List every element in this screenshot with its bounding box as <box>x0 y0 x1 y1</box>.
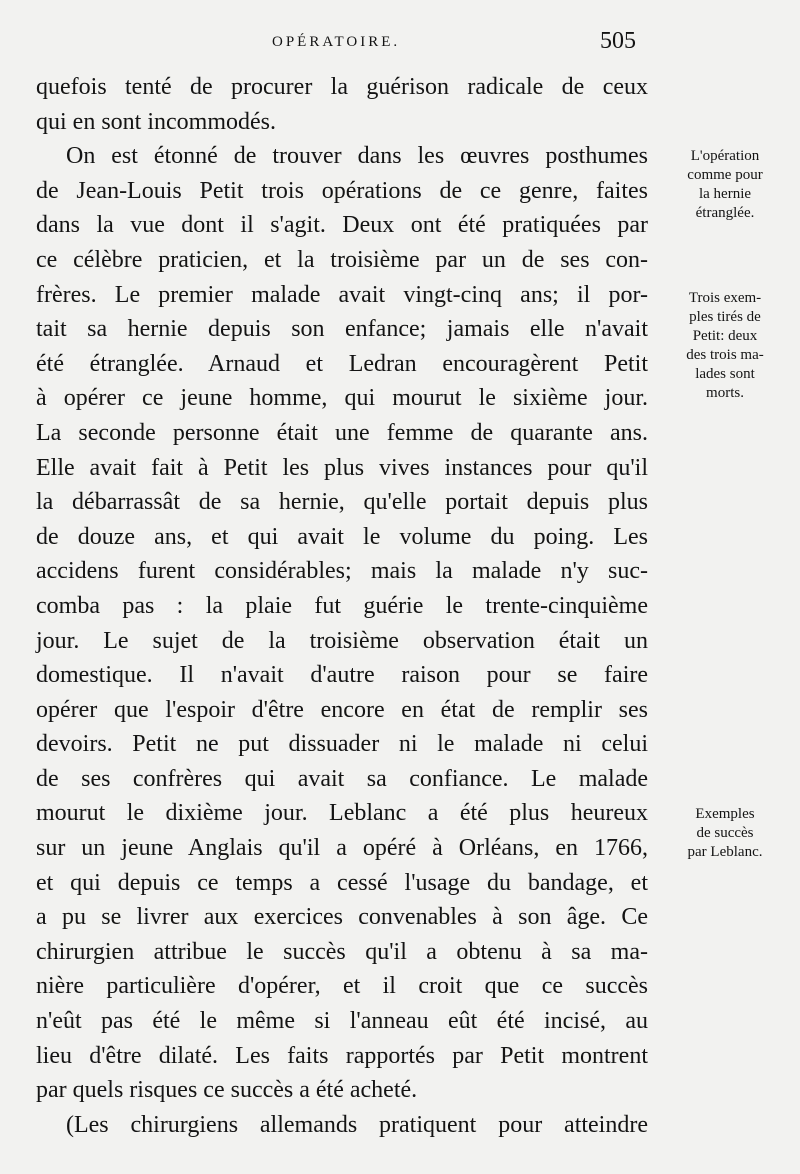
body-line: mourut le dixième jour. Leblanc a été plus heureux <box>36 800 648 827</box>
margin-note-operation <box>650 147 800 223</box>
margin-note-line: Trois exem- <box>688 290 762 306</box>
body-line: à opérer ce jeune homme, qui mourut le sixième jour. <box>36 385 648 412</box>
body-line: opérer que l'espoir d'être encore en état de remplir ses <box>36 696 648 723</box>
margin-note-line: comme pour <box>687 167 763 183</box>
body-line: La seconde personne était une femme de quarante ans. <box>36 419 648 446</box>
margin-note-line: de succès <box>696 825 754 841</box>
body-line: ce célèbre praticien, et la troisième par un de ses con- <box>36 246 648 273</box>
body-line: (Les chirurgiens allemands pratiquent pour atteindre <box>66 1111 648 1138</box>
body-line: dans la vue dont il s'agit. Deux ont été pratiquées par <box>36 212 648 239</box>
body-line: On est étonné de trouver dans les œuvres posthumes <box>66 143 648 170</box>
body-line: la débarrassât de sa hernie, qu'elle portait depuis plus <box>36 489 648 516</box>
body-line: chirurgien attribue le succès qu'il a obtenu à sa ma- <box>36 938 648 965</box>
body-line: sur un jeune Anglais qu'il a opéré à Orléans, en 1766, <box>36 835 648 862</box>
margin-note-line: étranglée. <box>695 205 755 221</box>
body-line: tait sa hernie depuis son enfance; jamais elle n'avait <box>36 316 648 343</box>
margin-note-line: par Leblanc. <box>687 844 763 860</box>
body-line: n'eût pas été le même si l'anneau eût été incisé, au <box>36 1008 648 1035</box>
body-line: frères. Le premier malade avait vingt-cinq ans; il por- <box>36 281 648 308</box>
body-line: de douze ans, et qui avait le volume du poing. Les <box>36 523 648 550</box>
body-line: accidens furent considérables; mais la malade n'y suc- <box>36 558 648 585</box>
running-head: OPÉRATOIRE. <box>272 34 401 50</box>
body-line: jour. Le sujet de la troisième observation était un <box>36 627 648 654</box>
margin-note-leblanc <box>650 805 800 862</box>
body-line: et qui depuis ce temps a cessé l'usage du bandage, et <box>36 869 648 896</box>
body-line: lieu d'être dilaté. Les faits rapportés par Petit montrent <box>36 1042 648 1069</box>
body-text <box>36 70 648 1142</box>
body-line: par quels risques ce succès a été acheté. <box>36 1077 418 1104</box>
body-line: a pu se livrer aux exercices convenables à son âge. Ce <box>36 904 648 931</box>
body-line: été étranglée. Arnaud et Ledran encouragèrent Petit <box>36 350 648 377</box>
margin-note-line: des trois ma- <box>686 347 764 363</box>
margin-note-line: lades sont <box>695 366 755 382</box>
body-line: de ses confrères qui avait sa confiance. Le malade <box>36 765 648 792</box>
margin-note-line: Petit: deux <box>692 328 758 344</box>
body-line: qui en sont incommodés. <box>36 108 276 135</box>
margin-note-line: la hernie <box>698 186 752 202</box>
body-line: de Jean-Louis Petit trois opérations de ce genre, faites <box>36 177 648 204</box>
body-line: quefois tenté de procurer la guérison radicale de ceux <box>36 74 648 100</box>
body-line: devoirs. Petit ne put dissuader ni le malade ni celui <box>36 731 648 758</box>
page-number: 505 <box>600 28 636 54</box>
margin-note-petit-examples <box>650 289 800 403</box>
body-line: Elle avait fait à Petit les plus vives instances pour qu'il <box>36 454 648 481</box>
body-line: comba pas : la plaie fut guérie le trente-cinquième <box>36 592 648 619</box>
margin-note-line: morts. <box>706 385 744 401</box>
margin-note-line: L'opération <box>690 148 760 164</box>
margin-note-line: ples tirés de <box>689 309 761 325</box>
body-line: domestique. Il n'avait d'autre raison pour se faire <box>36 662 648 689</box>
margin-note-line: Exemples <box>695 806 755 822</box>
body-line: nière particulière d'opérer, et il croit que ce succès <box>36 973 648 1000</box>
